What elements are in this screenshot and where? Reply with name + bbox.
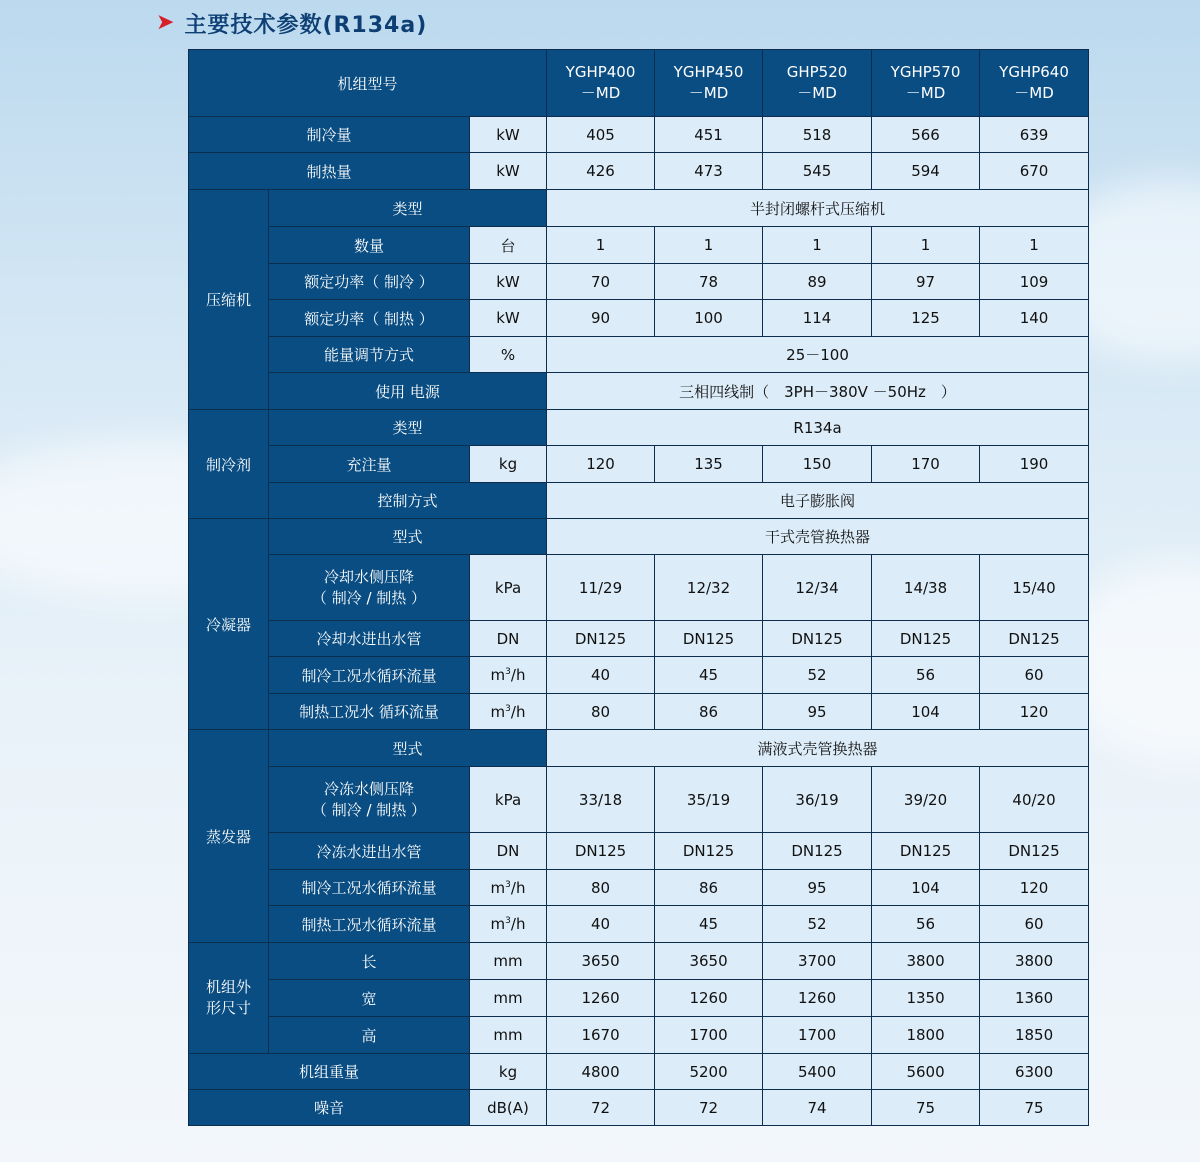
model-name-line2: －MD [580,84,621,102]
unit-cell [470,694,547,730]
value-cell: 109 [980,264,1089,300]
merged-value-cell: R134a [547,410,1089,446]
row-label: 高 [269,1017,470,1054]
value-cell: 1360 [980,980,1089,1017]
unit-superscript: 3 [505,667,511,677]
row-label: 长 [269,943,470,980]
value-cell: 4800 [547,1054,655,1090]
value-cell: 52 [763,657,872,694]
row-label: 冷却水进出水管 [269,621,470,657]
value-cell: 86 [655,870,763,906]
table-row [189,1017,1089,1054]
value-cell: 52 [763,906,872,943]
unit-base: m [490,666,506,684]
row-label: 机组重量 [189,1054,470,1090]
value-cell: 75 [872,1090,980,1126]
model-name-line2: －MD [797,84,837,102]
value-cell: 3650 [655,943,763,980]
value-cell: 15/40 [980,555,1089,621]
value-cell: 5200 [655,1054,763,1090]
value-cell: 74 [763,1090,872,1126]
value-cell: 3800 [980,943,1089,980]
table-row [189,519,1089,555]
merged-value-cell: 25－100 [547,337,1089,373]
value-cell: 45 [655,657,763,694]
value-cell: 1 [872,227,980,264]
unit-base: m [490,878,506,897]
value-cell: 3800 [872,943,980,980]
table-row [189,117,1089,153]
unit-tail: /h [510,915,526,933]
table-row [189,410,1089,446]
unit-cell [470,657,547,694]
value-cell: 1700 [763,1017,872,1054]
table-row [189,657,1089,694]
model-name-line2: －MD [688,84,729,102]
value-cell: 670 [980,153,1089,190]
value-cell: 545 [763,153,872,190]
unit-cell: kW [470,300,547,337]
value-cell: 80 [547,870,655,906]
value-cell: 639 [980,117,1089,153]
table-row [189,906,1089,943]
unit-cell: kPa [470,767,547,833]
row-label: 噪音 [189,1090,470,1126]
value-cell: 14/38 [872,555,980,621]
value-cell: 1850 [980,1017,1089,1054]
unit-base: m [490,915,506,933]
table-row [189,190,1089,227]
dimensions-group-line2: 形尺寸 [205,999,251,1017]
value-cell: DN125 [655,621,763,657]
model-header-cell [655,50,763,117]
unit-tail: /h [510,878,526,897]
value-cell: 11/29 [547,555,655,621]
value-cell: DN125 [547,833,655,870]
unit-cell: mm [470,1017,547,1054]
table-row [189,50,1089,117]
section-heading [156,6,427,40]
group-label-condenser: 冷凝器 [189,519,269,730]
unit-cell: DN [470,833,547,870]
value-cell: 78 [655,264,763,300]
unit-tail: /h [510,702,526,721]
row-label: 宽 [269,980,470,1017]
unit-cell [470,906,547,943]
value-cell: 1 [655,227,763,264]
value-cell: 140 [980,300,1089,337]
table-row [189,153,1089,190]
value-cell: DN125 [763,621,872,657]
value-cell: DN125 [980,621,1089,657]
table-row [189,446,1089,483]
value-cell: 56 [872,657,980,694]
table-row [189,694,1089,730]
row-label: 使用 电源 [269,373,547,410]
model-name-line1: YGHP570 [890,63,961,81]
value-cell: 190 [980,446,1089,483]
value-cell: 60 [980,906,1089,943]
unit-cell: mm [470,943,547,980]
merged-value-cell: 电子膨胀阀 [547,483,1089,519]
value-cell: 40 [547,906,655,943]
row-label: 制热工况水循环流量 [269,906,470,943]
unit-cell [470,870,547,906]
value-cell: 1 [547,227,655,264]
table-row [189,300,1089,337]
value-cell: 72 [547,1090,655,1126]
value-cell: 1 [980,227,1089,264]
spec-table [188,49,1089,1126]
value-cell: 566 [872,117,980,153]
model-name-line1: GHP520 [786,63,848,81]
model-header-cell [872,50,980,117]
row-label: 制热量 [189,153,470,190]
value-cell: DN125 [872,833,980,870]
value-cell: 451 [655,117,763,153]
merged-value-cell: 干式壳管换热器 [547,519,1089,555]
value-cell: 405 [547,117,655,153]
table-row [189,483,1089,519]
value-cell: 150 [763,446,872,483]
table-row [189,730,1089,767]
value-cell: 45 [655,906,763,943]
row-label: 控制方式 [269,483,547,519]
table-row [189,767,1089,833]
value-cell: 1800 [872,1017,980,1054]
table-row [189,264,1089,300]
value-cell: 95 [763,694,872,730]
value-cell: 40 [547,657,655,694]
table-row [189,870,1089,906]
pressure-drop-label-line1: 冷冻水侧压降 [323,779,414,798]
value-cell: 80 [547,694,655,730]
value-cell: 426 [547,153,655,190]
table-row [189,373,1089,410]
value-cell: 5400 [763,1054,872,1090]
row-label: 类型 [269,190,547,227]
row-label [269,555,470,621]
value-cell: 95 [763,870,872,906]
unit-cell: kPa [470,555,547,621]
row-label: 制冷量 [189,117,470,153]
value-cell: 100 [655,300,763,337]
unit-tail: /h [510,666,526,684]
value-cell: 518 [763,117,872,153]
value-cell: 86 [655,694,763,730]
table-row [189,833,1089,870]
row-label: 数量 [269,227,470,264]
row-label: 型式 [269,730,547,767]
value-cell: 594 [872,153,980,190]
unit-cell: mm [470,980,547,1017]
table-row [189,1054,1089,1090]
value-cell: DN125 [547,621,655,657]
merged-value-cell: 满液式壳管换热器 [547,730,1089,767]
pressure-drop-label-line2: （ 制冷 / 制热 ） [311,588,427,607]
row-label [269,767,470,833]
table-row [189,943,1089,980]
value-cell: 33/18 [547,767,655,833]
value-cell: 1260 [547,980,655,1017]
row-label: 冷冻水进出水管 [269,833,470,870]
group-label-evaporator: 蒸发器 [189,730,269,943]
pressure-drop-label-line2: （ 制冷 / 制热 ） [311,800,427,819]
unit-cell: dB(A) [470,1090,547,1126]
table-row [189,621,1089,657]
value-cell: 3650 [547,943,655,980]
model-header-cell [980,50,1089,117]
unit-base: m [490,702,506,721]
row-label: 制冷工况水循环流量 [269,657,470,694]
row-label: 额定功率（ 制热 ） [269,300,470,337]
table-row [189,555,1089,621]
merged-value-cell: 三相四线制（ 3PH－380V －50Hz ） [547,373,1089,410]
value-cell: 120 [980,694,1089,730]
unit-cell: 台 [470,227,547,264]
value-cell: 473 [655,153,763,190]
model-name-line1: YGHP450 [673,63,744,81]
value-cell: 36/19 [763,767,872,833]
unit-cell: kg [470,446,547,483]
row-label: 充注量 [269,446,470,483]
group-label-compressor: 压缩机 [189,190,269,410]
value-cell: 5600 [872,1054,980,1090]
value-cell: 12/34 [763,555,872,621]
value-cell: 35/19 [655,767,763,833]
row-label: 制冷工况水循环流量 [269,870,470,906]
model-name-line2: －MD [1014,84,1054,102]
model-name-line1: YGHP640 [999,63,1069,81]
value-cell: 114 [763,300,872,337]
unit-cell: kW [470,117,547,153]
unit-cell: % [470,337,547,373]
value-cell: 75 [980,1090,1089,1126]
model-name-line1: YGHP400 [565,63,636,81]
value-cell: 70 [547,264,655,300]
value-cell: 1260 [655,980,763,1017]
value-cell: 104 [872,694,980,730]
value-cell: DN125 [980,833,1089,870]
value-cell: 56 [872,906,980,943]
row-label: 类型 [269,410,547,446]
value-cell: 39/20 [872,767,980,833]
value-cell: 1670 [547,1017,655,1054]
merged-value-cell: 半封闭螺杆式压缩机 [547,190,1089,227]
section-title: 主要技术参数(R134a) [184,12,428,38]
value-cell: 3700 [763,943,872,980]
arrow-icon: ➤ [156,10,175,35]
row-label: 型式 [269,519,547,555]
unit-cell: kg [470,1054,547,1090]
row-label: 制热工况水 循环流量 [269,694,470,730]
value-cell: DN125 [872,621,980,657]
table-row [189,980,1089,1017]
value-cell: 1 [763,227,872,264]
model-header-cell [547,50,655,117]
value-cell: 120 [980,870,1089,906]
value-cell: 12/32 [655,555,763,621]
value-cell: DN125 [655,833,763,870]
model-header-cell [763,50,872,117]
row-label: 额定功率（ 制冷 ） [269,264,470,300]
pressure-drop-label-line1: 冷却水侧压降 [323,567,414,586]
dimensions-group-line1: 机组外 [205,978,251,996]
value-cell: 40/20 [980,767,1089,833]
value-cell: 6300 [980,1054,1089,1090]
group-label-dimensions [189,943,269,1054]
value-cell: 1350 [872,980,980,1017]
unit-superscript: 3 [505,879,511,890]
unit-cell: DN [470,621,547,657]
table-row [189,1090,1089,1126]
value-cell: 125 [872,300,980,337]
unit-superscript: 3 [505,916,511,926]
value-cell: 120 [547,446,655,483]
value-cell: 60 [980,657,1089,694]
value-cell: DN125 [763,833,872,870]
group-label-refrigerant: 制冷剂 [189,410,269,519]
value-cell: 97 [872,264,980,300]
unit-superscript: 3 [505,703,511,714]
value-cell: 104 [872,870,980,906]
value-cell: 89 [763,264,872,300]
value-cell: 72 [655,1090,763,1126]
table-row [189,337,1089,373]
row-label: 能量调节方式 [269,337,470,373]
table-row [189,227,1089,264]
value-cell: 1260 [763,980,872,1017]
unit-cell: kW [470,153,547,190]
value-cell: 1700 [655,1017,763,1054]
value-cell: 170 [872,446,980,483]
model-name-line2: －MD [905,84,946,102]
value-cell: 135 [655,446,763,483]
value-cell: 90 [547,300,655,337]
unit-cell: kW [470,264,547,300]
model-label-cell: 机组型号 [189,50,547,117]
